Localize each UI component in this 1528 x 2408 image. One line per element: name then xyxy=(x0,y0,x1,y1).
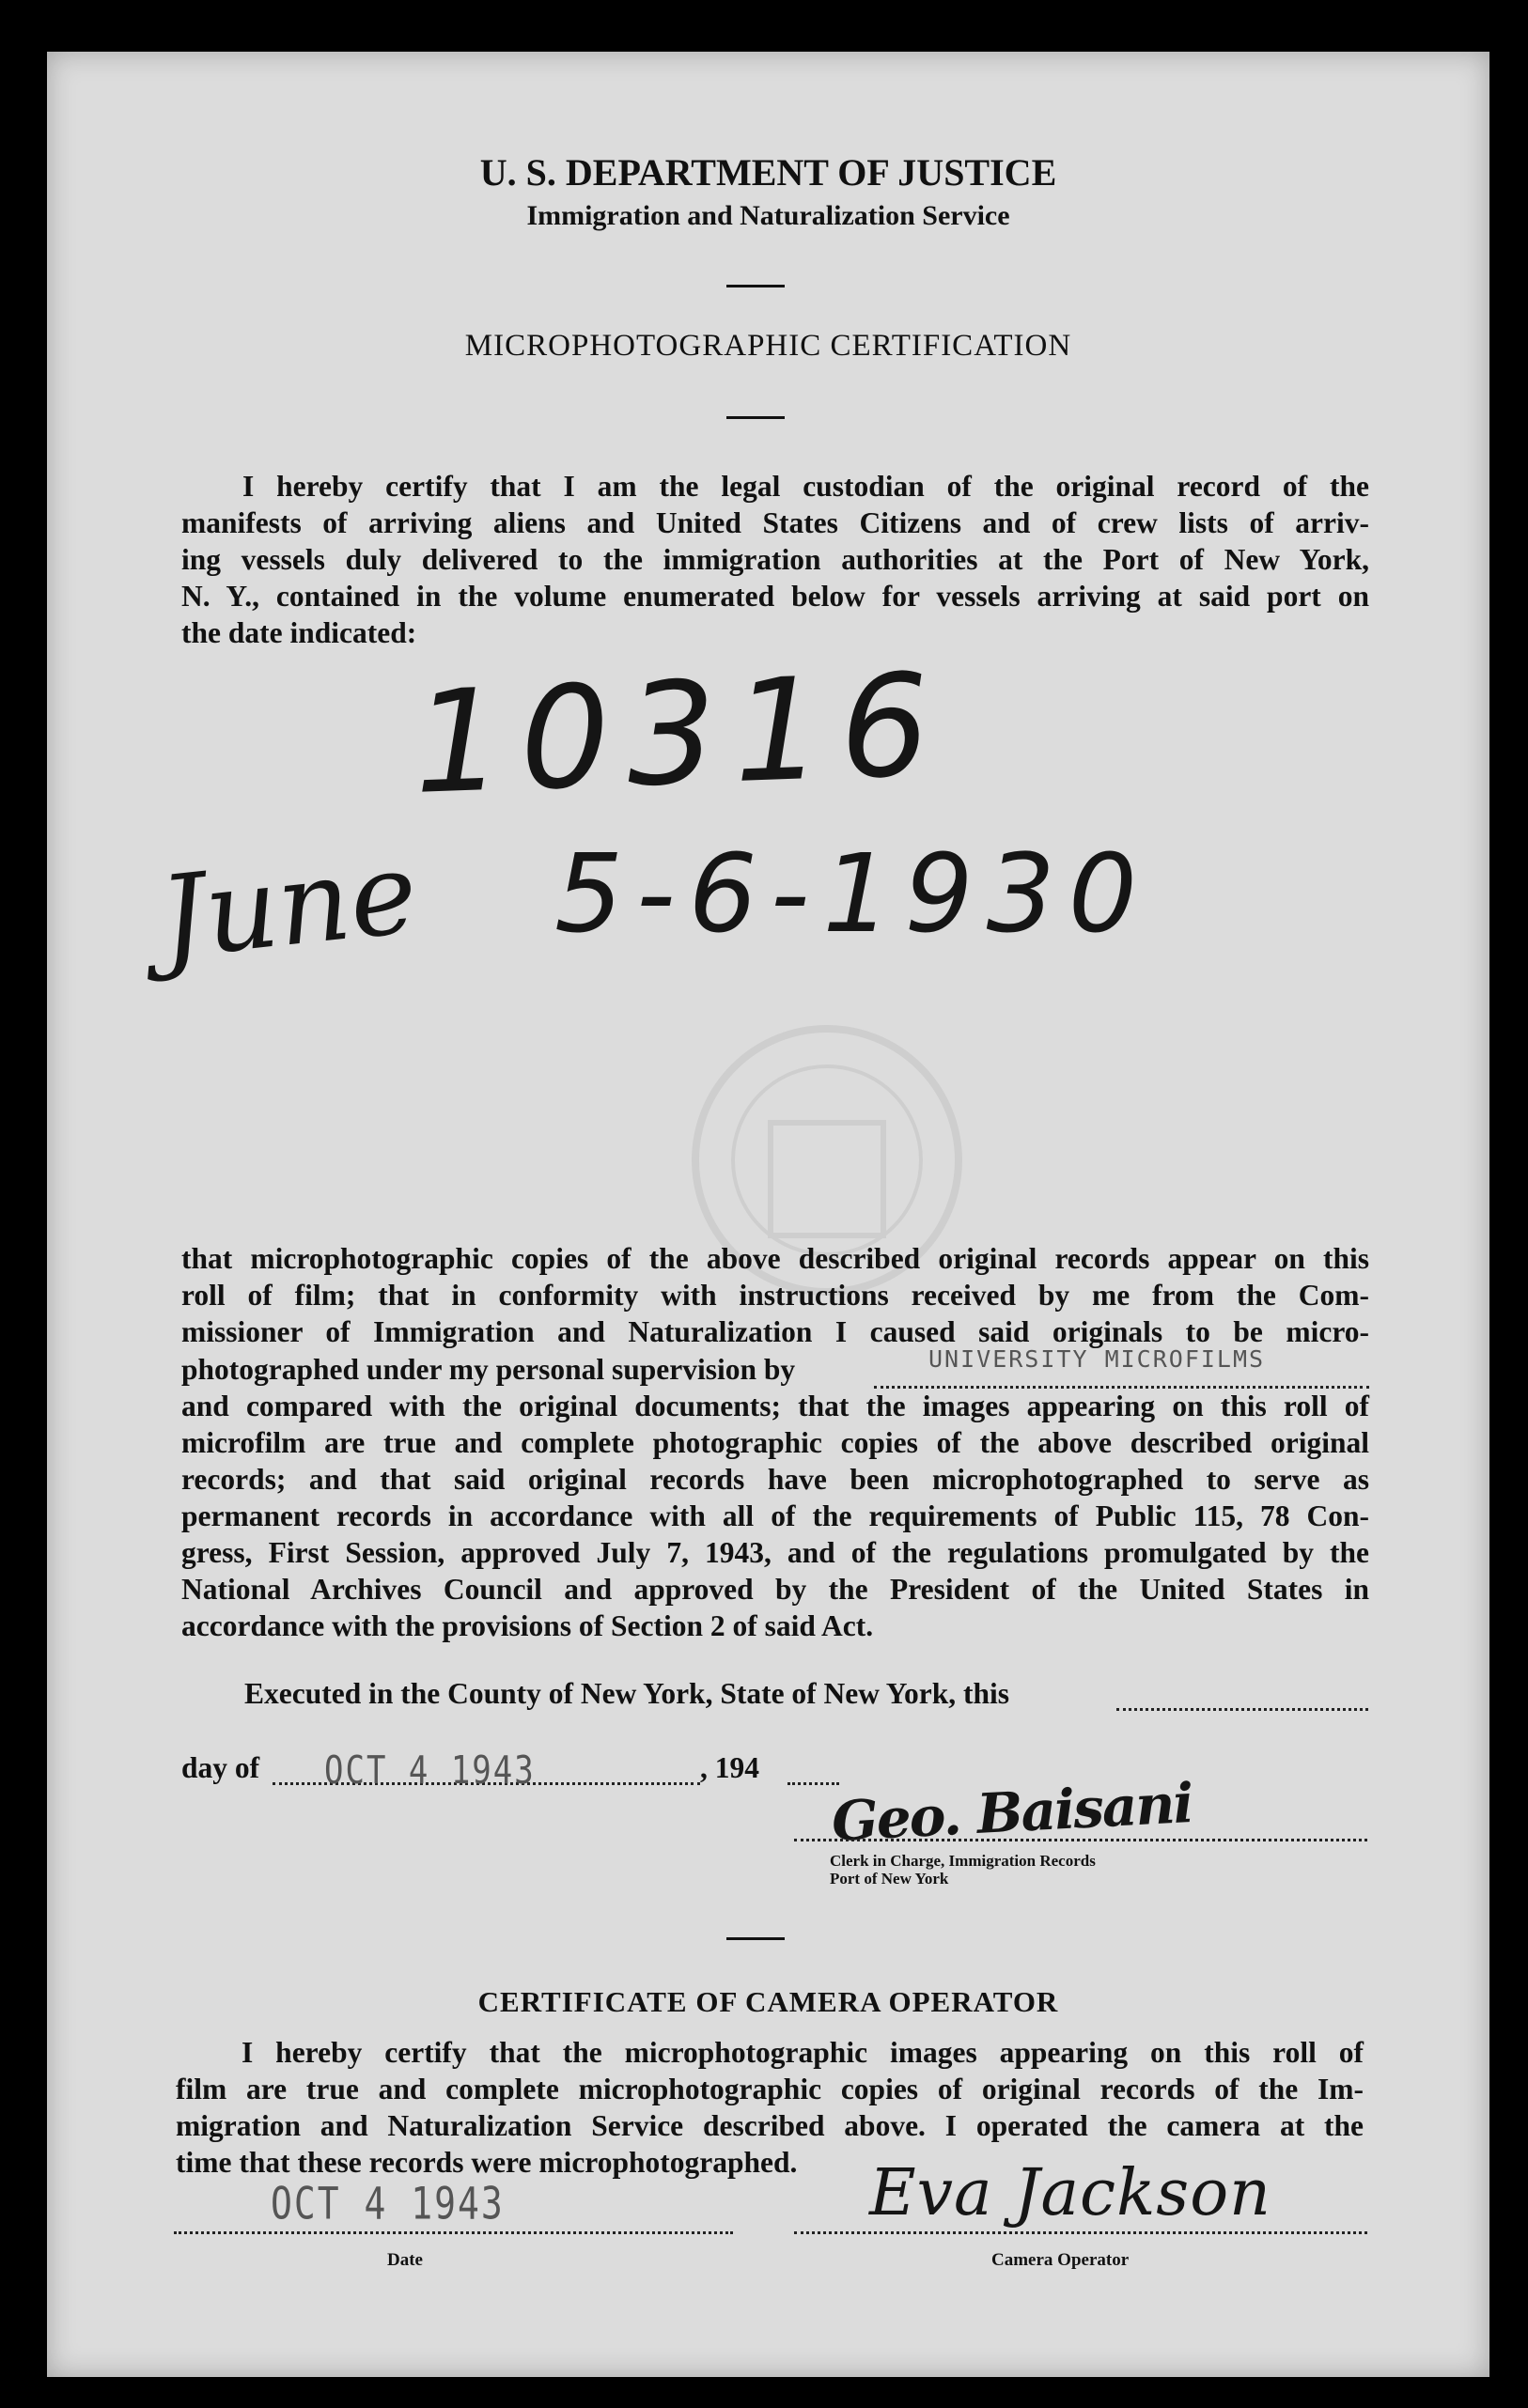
divider xyxy=(726,285,785,287)
clerk-signature: Geo. Baisani xyxy=(830,1771,1194,1854)
camera-text-line: migration and Naturalization Service described above. I operated the camera at the xyxy=(176,2109,1364,2142)
body-line: photographed under my personal supervision by xyxy=(181,1353,796,1386)
camera-text-line: film are true and complete microphotographic copies of original records of the Im- xyxy=(176,2073,1364,2105)
microfilm-company-stamp: UNIVERSITY MICROFILMS xyxy=(928,1345,1266,1373)
camera-text-line: time that these records were microphotographed. xyxy=(176,2146,798,2179)
body-line: microfilm are true and complete photographic copies of the above described original xyxy=(181,1426,1369,1459)
clerk-title: Clerk in Charge, Immigration Records xyxy=(830,1852,1096,1870)
handwritten-volume-number: 10316 xyxy=(411,644,950,826)
handwritten-date: 5-6-1930 xyxy=(554,831,1150,957)
body-line: roll of film; that in conformity with instructions received by me from the Com- xyxy=(181,1279,1369,1312)
intro-line: I hereby certify that I am the legal custodian of the original record of the xyxy=(242,470,1369,503)
camera-text-line: I hereby certify that the microphotographic images appearing on this roll of xyxy=(242,2036,1364,2069)
camera-operator-title: CERTIFICATE OF CAMERA OPERATOR xyxy=(477,1985,1059,2018)
clerk-port: Port of New York xyxy=(830,1870,949,1888)
operator-date-stamp: OCT 4 1943 xyxy=(271,2177,505,2229)
body-line: gress, First Session, approved July 7, 1943, and of the regulations promulgated by the xyxy=(181,1536,1369,1569)
day-of-label: day of xyxy=(181,1751,260,1784)
intro-line: manifests of arriving aliens and United States Citizens and of crew lists of arriv- xyxy=(181,506,1369,539)
intro-line: ing vessels duly delivered to the immigration authorities at the Port of New York, xyxy=(181,543,1369,576)
body-line: National Archives Council and approved by the President of the United States in xyxy=(181,1573,1369,1606)
handwritten-month: June xyxy=(153,828,424,985)
date-signature-line xyxy=(174,2231,733,2234)
service-subtitle: Immigration and Naturalization Service xyxy=(526,200,1010,231)
day-of-date-stamp: OCT 4 1943 xyxy=(324,1748,536,1794)
certification-title: MICROPHOTOGRAPHIC CERTIFICATION xyxy=(464,329,1072,363)
agency-title: U. S. DEPARTMENT OF JUSTICE xyxy=(479,151,1057,194)
body-line: accordance with the provisions of Section 2 of said Act. xyxy=(181,1609,874,1642)
year-label: , 194 xyxy=(700,1751,759,1784)
operator-signature-line xyxy=(794,2231,1367,2234)
executed-fill-line xyxy=(1116,1708,1368,1711)
date-label: Date xyxy=(387,2250,423,2270)
body-line: that microphotographic copies of the above described original records appear on this xyxy=(181,1242,1369,1275)
intro-line: N. Y., contained in the volume enumerated below for vessels arriving at said port on xyxy=(181,580,1369,613)
executed-line: Executed in the County of New York, State of New York, this xyxy=(244,1677,1010,1710)
intro-line: the date indicated: xyxy=(181,616,417,649)
body-line: missioner of Immigration and Naturalization I caused said originals to be micro- xyxy=(181,1315,1369,1348)
camera-operator-label: Camera Operator xyxy=(991,2250,1130,2270)
year-fill-line xyxy=(787,1782,839,1785)
body-line: records; and that said original records have been microphotographed to serve as xyxy=(181,1463,1369,1496)
certificate-sheet xyxy=(47,52,1489,2377)
divider xyxy=(726,416,785,419)
body-line: and compared with the original documents; that the images appearing on this roll of xyxy=(181,1390,1369,1422)
clerk-signature-line xyxy=(794,1839,1367,1841)
operator-signature: Eva Jackson xyxy=(869,2156,1271,2230)
divider xyxy=(726,1937,785,1940)
body-line: permanent records in accordance with all of the requirements of Public 115, 78 Con- xyxy=(181,1499,1369,1532)
